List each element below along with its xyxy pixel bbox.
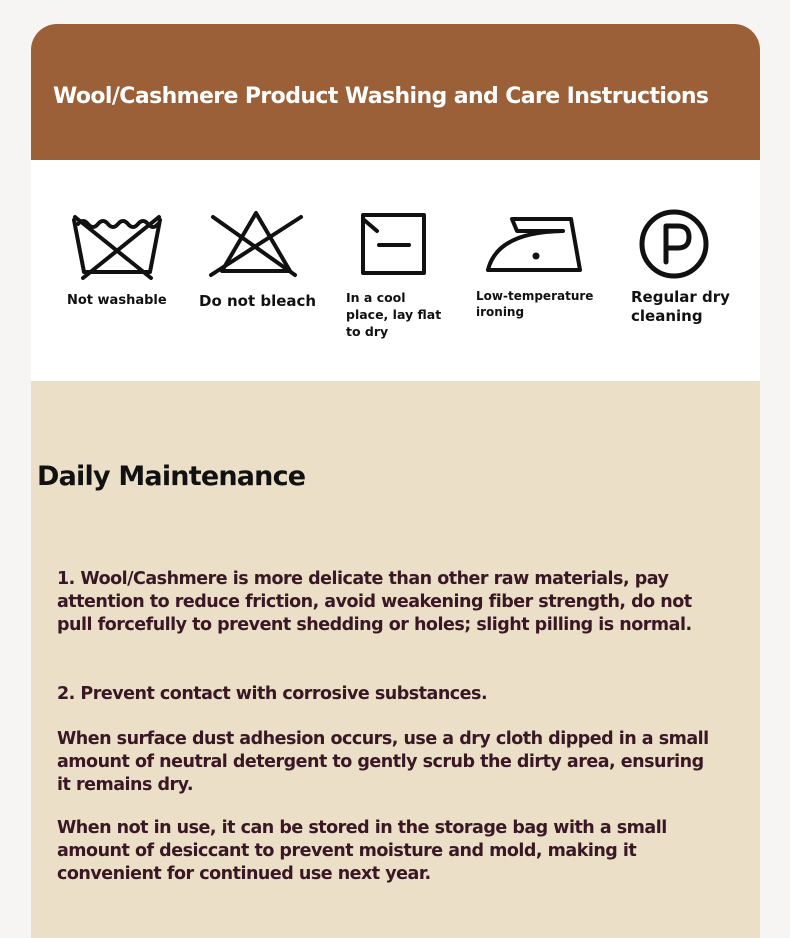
care-label-dry-flat: In a cool place, lay flat to dry	[346, 290, 442, 339]
page-title: Wool/Cashmere Product Washing and Care Instructions	[53, 84, 709, 109]
dry-clean-p-icon	[31, 160, 760, 381]
maintenance-paragraph: 1. Wool/Cashmere is more delicate than other raw materials, pay attention to reduce friction, avoid weakening fiber strength, do not pull forcefully to prevent shedding or holes; slight pilling is normal.	[57, 569, 692, 635]
care-label-do-not-bleach: Do not bleach	[199, 292, 317, 310]
maintenance-paragraph: When surface dust adhesion occurs, use a dry cloth dipped in a small amount of neutral detergent to gently scrub the dirty area, ensuring it remains dry.	[57, 729, 709, 795]
care-label-not-washable: Not washable	[67, 293, 167, 308]
daily-maintenance-section	[31, 381, 760, 938]
care-label-low-temp-iron: Low-temperature ironing	[476, 289, 594, 319]
header-banner	[31, 24, 760, 160]
maintenance-paragraph: When not in use, it can be stored in the storage bag with a small amount of desiccant to prevent moisture and mold, making it convenient for continued use next year.	[57, 818, 667, 884]
section-title: Daily Maintenance	[37, 461, 306, 492]
maintenance-paragraph: 2. Prevent contact with corrosive substances.	[57, 684, 488, 704]
care-label-dry-clean: Regular dry cleaning	[631, 288, 730, 325]
care-symbols-panel	[31, 160, 760, 381]
